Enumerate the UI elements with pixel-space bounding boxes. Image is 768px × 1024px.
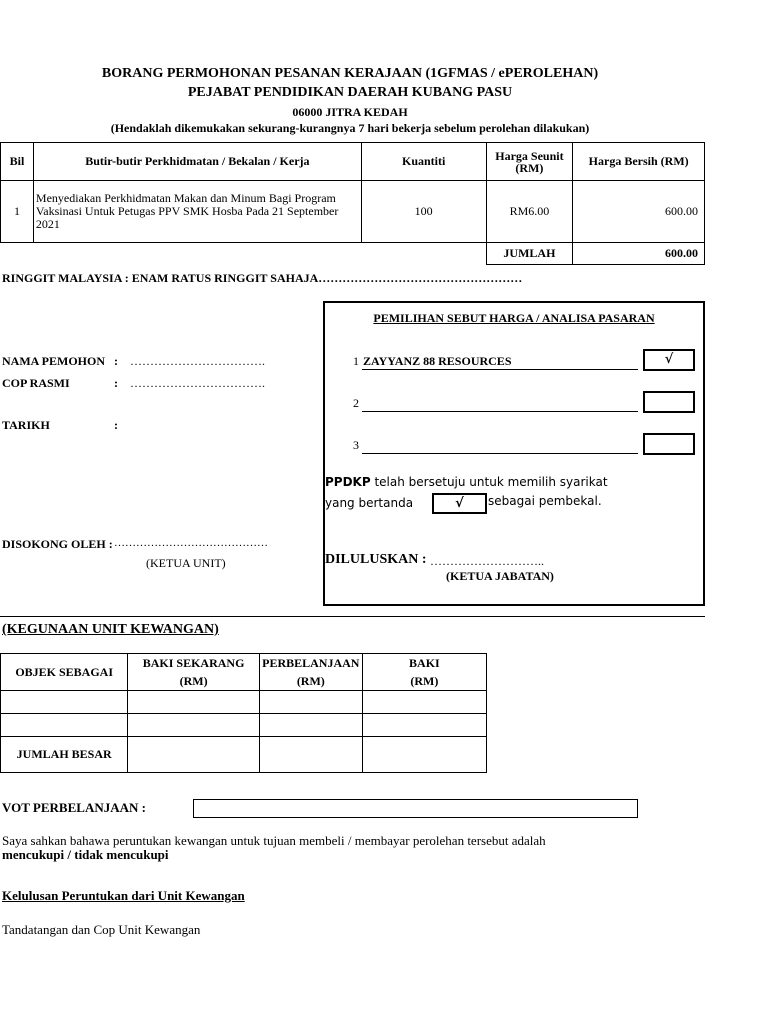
header-harga-seunit: Harga Seunit (RM)	[486, 143, 573, 181]
option-2-number: 2	[353, 396, 359, 410]
jumlah-value: 600.00	[573, 243, 705, 265]
header-bil: Bil	[1, 143, 34, 181]
finance-section-title: (KEGUNAAN UNIT KEWANGAN)	[2, 622, 219, 637]
table-row	[1, 691, 487, 714]
diluluskan-field[interactable]: ………………………..	[430, 554, 544, 568]
option-1-name: ZAYYANZ 88 RESOURCES	[363, 354, 512, 368]
statement-line-1	[325, 475, 608, 489]
row-harga-bersih: 600.00	[573, 181, 705, 243]
table-row	[1, 181, 705, 243]
cop-rasmi-field[interactable]: …………………………….	[130, 376, 265, 390]
tarikh-colon: :	[114, 418, 118, 432]
jumlah-row	[1, 243, 705, 265]
vot-input[interactable]	[193, 799, 638, 818]
row-butir: Menyediakan Perkhidmatan Makan dan Minum Bagi Program Vaksinasi Untuk Petugas PPV SMK Hosba Pada 21 September 2021	[33, 181, 361, 243]
statement-sebagai: sebagai pembekal.	[488, 494, 602, 508]
finance-table	[0, 653, 487, 773]
option-3-number: 3	[353, 438, 359, 452]
sah-text: Saya sahkan bahawa peruntukan kewangan untuk tujuan membeli / membayar perolehan tersebut adalah	[2, 833, 546, 848]
row-harga-seunit: RM6.00	[486, 181, 573, 243]
option-1-line	[362, 369, 638, 370]
header-objek: OBJEK SEBAGAI	[1, 654, 128, 691]
disokong-field[interactable]: ……………………………………	[114, 537, 268, 549]
header-perbelanjaan: PERBELANJAAN (RM)	[259, 654, 362, 691]
table-row	[1, 714, 487, 737]
option-3-line[interactable]	[362, 453, 638, 454]
office-address: 06000 JITRA KEDAH	[292, 105, 408, 119]
row-kuantiti: 100	[361, 181, 486, 243]
option-1-checkbox[interactable]: √	[643, 349, 695, 371]
nama-pemohon-label: NAMA PEMOHON	[2, 354, 105, 368]
ketua-unit-label: (KETUA UNIT)	[146, 556, 226, 570]
section-divider	[0, 616, 705, 617]
cop-colon: :	[114, 376, 118, 390]
form-title: BORANG PERMOHONAN PESANAN KERAJAAN (1GFMAS / ePEROLEHAN)	[101, 66, 599, 81]
jumlah-besar-row	[1, 737, 487, 773]
items-table	[0, 142, 705, 265]
statement-mark-box: √	[432, 493, 487, 514]
statement-yang-bertanda: yang bertanda	[325, 496, 414, 510]
disokong-label: DISOKONG OLEH :	[2, 537, 113, 551]
selection-title: PEMILIHAN SEBUT HARGA / ANALISA PASARAN	[373, 311, 655, 325]
header-baki-sekarang: BAKI SEKARANG (RM)	[128, 654, 259, 691]
sah-bold: mencukupi / tidak mencukupi	[2, 847, 169, 862]
option-2-checkbox[interactable]	[643, 391, 695, 413]
submission-note: (Hendaklah dikemukakan sekurang-kurangnya 7 hari bekerja sebelum perolehan dilakukan)	[110, 121, 590, 135]
nama-pemohon-field[interactable]: …………………………….	[130, 354, 265, 368]
kelulusan-title: Kelulusan Peruntukan dari Unit Kewangan	[2, 888, 245, 903]
statement-ppdkp: PPDKP	[325, 475, 371, 489]
jumlah-besar-label: JUMLAH BESAR	[1, 737, 128, 773]
header-kuantiti: Kuantiti	[361, 143, 486, 181]
header-baki: BAKI (RM)	[362, 654, 486, 691]
option-1-number: 1	[353, 354, 359, 368]
diluluskan-label: DILULUSKAN :	[325, 552, 427, 567]
ketua-jabatan-label: (KETUA JABATAN)	[446, 569, 554, 583]
jumlah-label: JUMLAH	[486, 243, 573, 265]
ringgit-text: RINGGIT MALAYSIA : ENAM RATUS RINGGIT SAHAJA……………………………………………	[2, 271, 523, 285]
cop-rasmi-label: COP RASMI	[2, 376, 70, 390]
tarikh-label: TARIKH	[2, 418, 50, 432]
option-2-line[interactable]	[362, 411, 638, 412]
vot-label: VOT PERBELANJAAN :	[2, 800, 146, 815]
statement-rest: telah bersetuju untuk memilih syarikat	[370, 475, 608, 489]
header-butir: Butir-butir Perkhidmatan / Bekalan / Kerja	[33, 143, 361, 181]
option-3-checkbox[interactable]	[643, 433, 695, 455]
finance-header	[1, 654, 487, 691]
tandatangan-label: Tandatangan dan Cop Unit Kewangan	[2, 922, 201, 937]
header-harga-bersih: Harga Bersih (RM)	[573, 143, 705, 181]
row-bil: 1	[1, 181, 34, 243]
nama-colon: :	[114, 354, 118, 368]
office-title: PEJABAT PENDIDIKAN DAERAH KUBANG PASU	[187, 85, 513, 100]
items-table-header	[1, 143, 705, 181]
